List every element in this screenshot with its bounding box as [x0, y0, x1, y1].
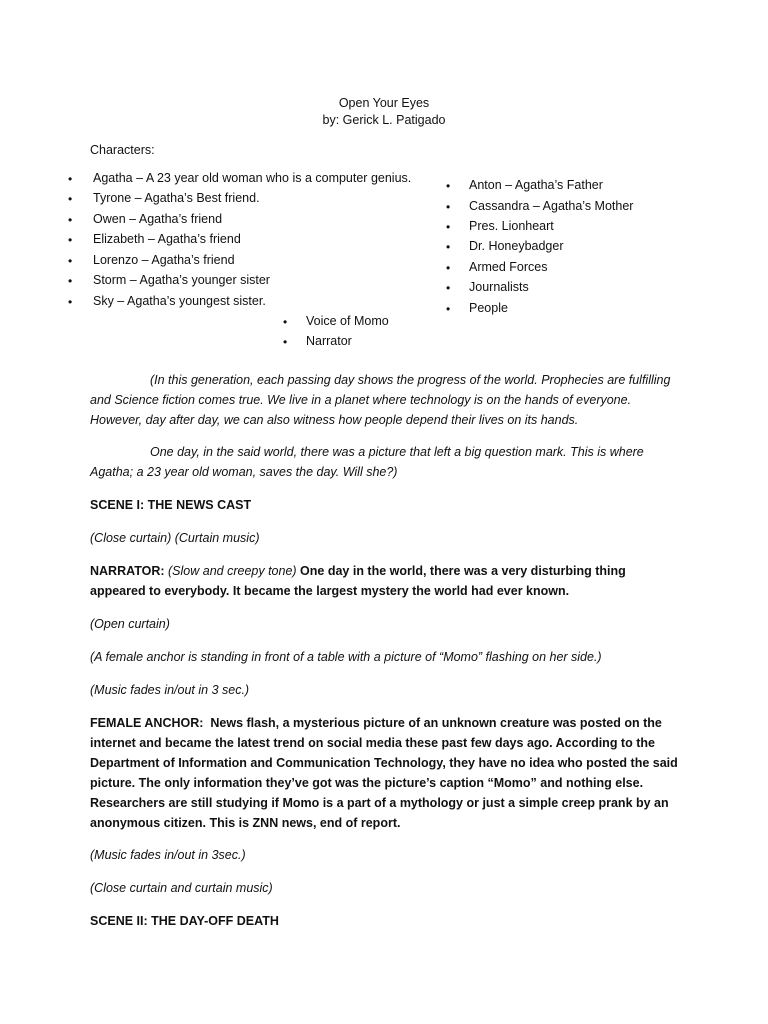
bullet-icon: •	[446, 200, 451, 214]
document-title: Open Your Eyes	[338, 96, 430, 110]
character-item: Storm – Agatha’s younger sister	[93, 273, 270, 287]
character-item: People	[469, 301, 508, 315]
bullet-icon: •	[68, 274, 73, 288]
bullet-icon: •	[68, 254, 73, 268]
character-item: Voice of Momo	[306, 314, 389, 328]
bullet-icon: •	[446, 281, 451, 295]
bullet-icon: •	[68, 172, 73, 186]
intro-paragraph-1-text: (In this generation, each passing day shows the progress of the world. Prophecies are fulfilling and Science fiction comes true. We live in a planet where technology is on the hands of everyone. However, day after day, we can also witness how people depend their lives on its hands.	[90, 373, 671, 427]
stage-direction: (Music fades in/out in 3 sec.)	[90, 683, 250, 697]
bullet-icon: •	[446, 302, 451, 316]
intro-paragraph-1	[90, 370, 680, 430]
character-item: Lorenzo – Agatha’s friend	[93, 253, 235, 267]
bullet-icon: •	[446, 240, 451, 254]
intro-paragraph-2	[90, 442, 680, 482]
bullet-icon: •	[446, 261, 451, 275]
bullet-icon: •	[68, 192, 73, 206]
narrator-line	[90, 561, 680, 601]
stage-direction: (A female anchor is standing in front of a table with a picture of “Momo” flashing on her side.)	[90, 650, 602, 664]
bullet-icon: •	[68, 233, 73, 247]
bullet-icon: •	[68, 213, 73, 227]
character-item: Narrator	[306, 334, 352, 348]
character-item: Cassandra – Agatha’s Mother	[469, 199, 634, 213]
narrator-text: One day in the world, there was a very disturbing thing appeared to everybody. It became the largest mystery the world had ever known.	[90, 564, 626, 598]
character-item: Tyrone – Agatha’s Best friend.	[93, 191, 260, 205]
bullet-icon: •	[446, 220, 451, 234]
stage-direction: (Open curtain)	[90, 617, 170, 631]
character-item: Journalists	[469, 280, 529, 294]
character-item: Owen – Agatha’s friend	[93, 212, 223, 226]
scene-2-heading: SCENE II: THE DAY-OFF DEATH	[90, 914, 279, 928]
character-item: Dr. Honeybadger	[469, 239, 564, 253]
character-item: Anton – Agatha’s Father	[469, 178, 603, 192]
female-anchor-text: News flash, a mysterious picture of an unknown creature was posted on the internet and became the latest trend on social media these past few days ago. According to the Department of Information and Communication Technology, they have no idea who posted the said picture. The only information they’ve got was the picture’s caption “Momo” and nothing else. Researchers are still studying if Momo is a part of a mythology or just a simple creep prank by an anonymous citizen. This is ZNN news, end of report.	[90, 716, 678, 830]
intro-paragraph-2-text: One day, in the said world, there was a picture that left a big question mark. This is where Agatha; a 23 year old woman, saves the day. Will she?)	[90, 445, 644, 479]
stage-direction: (Close curtain) (Curtain music)	[90, 531, 260, 545]
character-item: Sky – Agatha’s youngest sister.	[93, 294, 266, 308]
document-byline: by: Gerick L. Patigado	[322, 113, 446, 127]
speaker-label: NARRATOR:	[90, 564, 165, 578]
scene-1-heading: SCENE I: THE NEWS CAST	[90, 498, 252, 512]
speaker-label: FEMALE ANCHOR:	[90, 716, 204, 730]
bullet-icon: •	[446, 179, 451, 193]
character-item: Armed Forces	[469, 260, 548, 274]
stage-direction: (Music fades in/out in 3sec.)	[90, 848, 246, 862]
bullet-icon: •	[68, 295, 73, 309]
character-item: Agatha – A 23 year old woman who is a computer genius.	[93, 171, 412, 185]
characters-heading: Characters:	[90, 143, 155, 157]
bullet-icon: •	[283, 335, 288, 349]
female-anchor-line	[90, 713, 680, 833]
delivery-direction: (Slow and creepy tone)	[168, 564, 297, 578]
bullet-icon: •	[283, 315, 288, 329]
character-item: Elizabeth – Agatha’s friend	[93, 232, 241, 246]
character-item: Pres. Lionheart	[469, 219, 554, 233]
stage-direction: (Close curtain and curtain music)	[90, 881, 273, 895]
